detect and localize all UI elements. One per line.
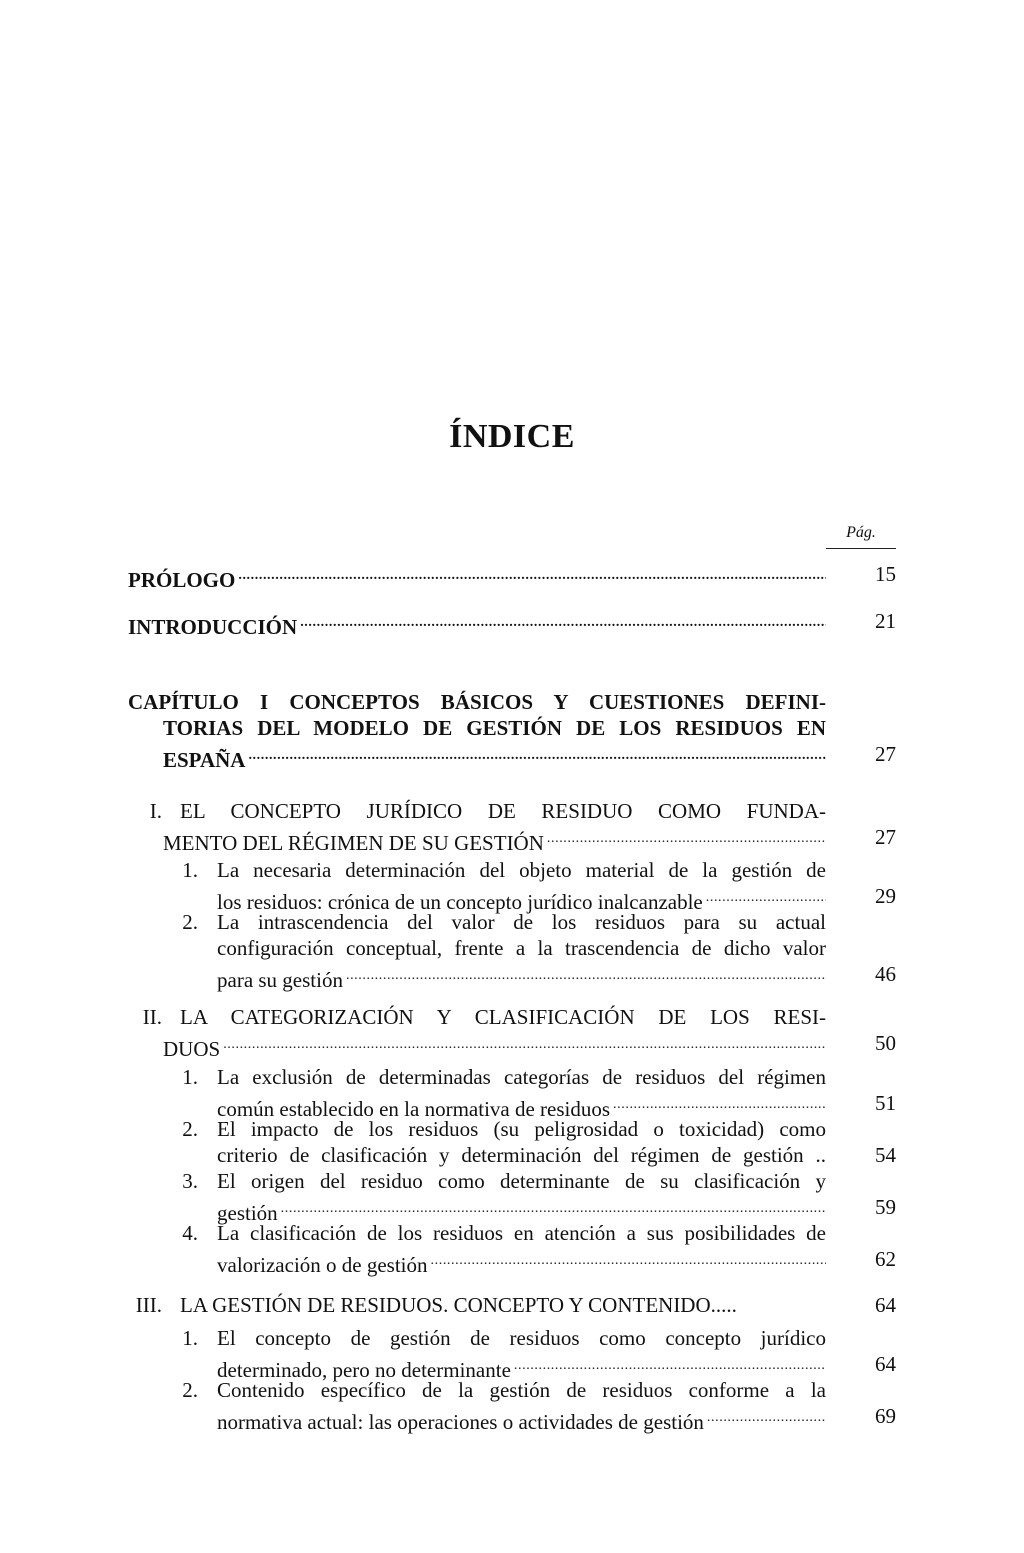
toc-page-number: 50: [875, 1031, 896, 1055]
toc-entry-section-3-2-end: [217, 1403, 828, 1435]
subsection-marker: 1.: [182, 1065, 198, 1089]
toc-page-number: 29: [875, 884, 896, 908]
dot-leader: [248, 741, 826, 767]
toc-entry-introduccion[interactable]: [128, 608, 828, 640]
toc-page-number: 62: [875, 1247, 896, 1271]
page-title: ÍNDICE: [449, 418, 575, 455]
dot-leader: [707, 1403, 826, 1429]
toc-entry-line: El origen del residuo como determinante de su clasificación y: [217, 1169, 826, 1193]
toc-entry-section-2-4[interactable]: [217, 1220, 828, 1246]
subsection-marker: 1.: [182, 1326, 198, 1350]
toc-entry-capitulo-1[interactable]: [128, 689, 828, 715]
dot-leader: [346, 961, 826, 987]
toc-entry-section-3-1[interactable]: [217, 1325, 828, 1351]
toc-entry-section-3[interactable]: [180, 1292, 828, 1318]
toc-entry-line: determinado, pero no determinante: [217, 1358, 511, 1382]
dot-leader: [300, 608, 826, 634]
toc-entry-line: TORIAS DEL MODELO DE GESTIÓN DE LOS RESIDUOS EN: [163, 716, 826, 740]
toc-entry-section-2[interactable]: [180, 1004, 828, 1030]
toc-entry-line: La intrascendencia del valor de los residuos para su actual: [217, 910, 826, 934]
page-column-header: Pág.: [826, 524, 896, 549]
toc-entry-section-1[interactable]: [180, 798, 828, 824]
toc-entry-section-3-2[interactable]: [217, 1377, 828, 1403]
toc-entry-line: La clasificación de los residuos en atención a sus posibilidades de: [217, 1221, 826, 1245]
toc-entry-line: EL CONCEPTO JURÍDICO DE RESIDUO COMO FUNDA-: [180, 799, 826, 823]
toc-page-number: 59: [875, 1195, 896, 1219]
toc-entry-label: INTRODUCCIÓN: [128, 615, 298, 639]
toc-entry-section-2-1[interactable]: [217, 1064, 828, 1090]
dot-leader: [706, 883, 826, 909]
toc-entry-line: configuración conceptual, frente a la trascendencia de dicho valor: [217, 936, 826, 960]
section-marker: I.: [149, 799, 162, 823]
toc-entry-line: los residuos: crónica de un concepto jurídico inalcanzable: [217, 890, 703, 914]
toc-entry-section-2-2-end: [217, 1142, 828, 1168]
toc-entry-line: normativa actual: las operaciones o actividades de gestión: [217, 1410, 704, 1434]
toc-entry-section-1-2-cont: [217, 935, 828, 961]
toc-page-number: 27: [875, 742, 896, 766]
toc-page-number: 51: [875, 1091, 896, 1115]
toc-entry-line: para su gestión: [217, 968, 343, 992]
toc-entry-line: El concepto de gestión de residuos como concepto jurídico: [217, 1326, 826, 1350]
toc-entry-capitulo-1-end: [163, 741, 828, 773]
toc-entry-prologo[interactable]: [128, 561, 828, 593]
toc-entry-line: LA CATEGORIZACIÓN Y CLASIFICACIÓN DE LOS RESI-: [180, 1005, 826, 1029]
dot-leader: [238, 561, 826, 587]
toc-entry-line: valorización o de gestión: [217, 1253, 428, 1277]
toc-page-number: 15: [875, 562, 896, 586]
dot-leader: [431, 1246, 826, 1272]
toc-entry-line: CAPÍTULO I CONCEPTOS BÁSICOS Y CUESTIONES DEFINI-: [128, 690, 826, 714]
toc-entry-line: DUOS: [163, 1037, 221, 1061]
toc-entry-line: Contenido específico de la gestión de residuos conforme a la: [217, 1378, 826, 1402]
toc-entry-label: PRÓLOGO: [128, 568, 236, 592]
toc-entry-section-2-end: [163, 1030, 828, 1062]
toc-page-number: 64: [875, 1352, 896, 1376]
toc-page-number: 69: [875, 1404, 896, 1428]
toc-entry-section-1-2[interactable]: [217, 909, 828, 935]
toc-page-number: 54: [875, 1143, 896, 1167]
toc-page-number: 21: [875, 609, 896, 633]
toc-entry-line: común establecido en la normativa de residuos: [217, 1097, 611, 1121]
subsection-marker: 4.: [182, 1221, 198, 1245]
subsection-marker: 1.: [182, 858, 198, 882]
toc-entry-line: ESPAÑA: [163, 748, 246, 772]
subsection-marker: 2.: [182, 910, 198, 934]
section-marker: III.: [135, 1293, 162, 1317]
subsection-marker: 3.: [182, 1169, 198, 1193]
toc-page-number: 64: [875, 1293, 896, 1317]
toc-entry-section-2-4-end: [217, 1246, 828, 1278]
dot-leader: [223, 1030, 826, 1056]
toc-entry-line: La exclusión de determinadas categorías de residuos del régimen: [217, 1065, 826, 1089]
dot-leader: [613, 1090, 826, 1116]
toc-entry-line: MENTO DEL RÉGIMEN DE SU GESTIÓN: [163, 831, 544, 855]
toc-page-number: 27: [875, 825, 896, 849]
dot-leader: [514, 1351, 826, 1377]
toc-entry-section-2-3[interactable]: [217, 1168, 828, 1194]
dot-leader: [547, 824, 826, 850]
section-marker: II.: [142, 1005, 162, 1029]
toc-entry-line: La necesaria determinación del objeto material de la gestión de: [217, 858, 826, 882]
toc-entry-line: gestión: [217, 1201, 278, 1225]
toc-entry-section-1-1[interactable]: [217, 857, 828, 883]
toc-entry-line: criterio de clasificación y determinación del régimen de gestión ..: [217, 1143, 826, 1167]
toc-entry-line: El impacto de los residuos (su peligrosidad o toxicidad) como: [217, 1117, 826, 1141]
toc-entry-line: LA GESTIÓN DE RESIDUOS. CONCEPTO Y CONTENIDO.....: [180, 1293, 737, 1317]
toc-entry-section-1-2-end: [217, 961, 828, 993]
toc-entry-capitulo-1-cont: [163, 715, 828, 741]
dot-leader: [281, 1194, 826, 1220]
subsection-marker: 2.: [182, 1117, 198, 1141]
toc-page-number: 46: [875, 962, 896, 986]
toc-entry-section-2-2[interactable]: [217, 1116, 828, 1142]
subsection-marker: 2.: [182, 1378, 198, 1402]
toc-entry-section-1-end: [163, 824, 828, 856]
